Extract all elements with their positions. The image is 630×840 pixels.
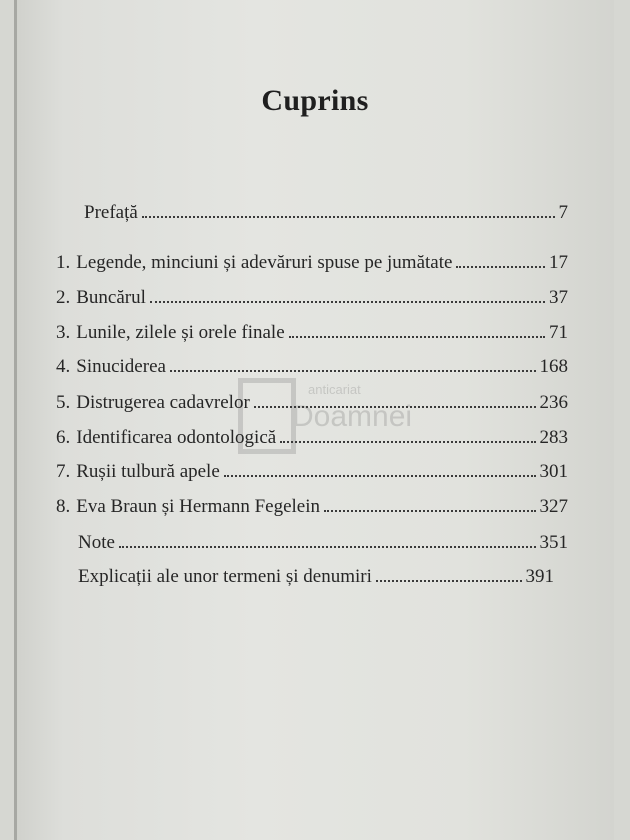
toc-entry-page: 327 bbox=[539, 496, 568, 517]
toc-entry-label: Buncărul bbox=[76, 287, 146, 308]
dot-leader bbox=[456, 266, 545, 268]
toc-entry-2 bbox=[56, 287, 568, 309]
toc-entry-number: 8. bbox=[56, 496, 71, 517]
toc-entry-page: 168 bbox=[539, 356, 568, 377]
toc-entry-page: 71 bbox=[549, 322, 568, 343]
toc-entry-number: 6. bbox=[56, 427, 71, 448]
dot-leader bbox=[254, 406, 536, 408]
toc-entry-preface bbox=[84, 202, 568, 224]
toc-entry-6 bbox=[56, 427, 568, 449]
toc-entry-page: 7 bbox=[558, 202, 568, 223]
toc-entry-glossary bbox=[78, 566, 554, 588]
toc-entry-7 bbox=[56, 461, 568, 483]
toc-entry-number: 4. bbox=[56, 356, 71, 377]
toc-entry-page: 37 bbox=[549, 287, 568, 308]
toc-entry-label: Legende, minciuni și adevăruri spuse pe jumătate bbox=[76, 252, 453, 273]
toc-entry-number: 3. bbox=[56, 322, 71, 343]
toc-entry-label: Explicații ale unor termeni și denumiri bbox=[78, 566, 372, 587]
toc-entry-4 bbox=[56, 356, 568, 378]
toc-entry-notes bbox=[78, 532, 568, 554]
toc-entry-label: Lunile, zilele și orele finale bbox=[76, 322, 285, 343]
toc-entry-page: 236 bbox=[539, 392, 568, 413]
toc-entry-number: 2. bbox=[56, 287, 71, 308]
dot-leader bbox=[289, 336, 545, 338]
toc-entry-page: 351 bbox=[539, 532, 568, 553]
dot-leader bbox=[119, 546, 536, 548]
toc-entry-1 bbox=[56, 252, 568, 274]
dot-leader bbox=[324, 510, 535, 512]
watermark-big-text: Doamnei bbox=[292, 400, 413, 433]
toc-entry-8 bbox=[56, 496, 568, 518]
toc-entry-page: 391 bbox=[525, 566, 554, 587]
toc-entry-label: Note bbox=[78, 532, 115, 553]
dot-leader bbox=[224, 475, 536, 477]
page-title: Cuprins bbox=[261, 84, 369, 117]
toc-entry-number: 5. bbox=[56, 392, 71, 413]
toc-entry-page: 283 bbox=[539, 427, 568, 448]
toc-entry-number: 1. bbox=[56, 252, 71, 273]
toc-entry-label: Eva Braun și Hermann Fegelein bbox=[76, 496, 321, 517]
watermark-small-text: anticariat bbox=[308, 382, 361, 397]
toc-entry-5 bbox=[56, 392, 568, 414]
toc-entry-label: Prefață bbox=[84, 202, 138, 223]
toc-entry-label: Identificarea odontologică bbox=[76, 427, 277, 448]
toc-entry-label: Distrugerea cadavrelor bbox=[76, 392, 250, 413]
toc-entry-page: 17 bbox=[549, 252, 568, 273]
table-of-contents bbox=[0, 198, 630, 618]
toc-entry-page: 301 bbox=[539, 461, 568, 482]
dot-leader bbox=[280, 441, 535, 443]
dot-leader bbox=[376, 580, 522, 582]
toc-entry-3 bbox=[56, 322, 568, 344]
toc-entry-label: Sinuciderea bbox=[76, 356, 166, 377]
dot-leader bbox=[170, 370, 536, 372]
toc-entry-label: Rușii tulbură apele bbox=[76, 461, 220, 482]
dot-leader bbox=[150, 301, 545, 303]
dot-leader bbox=[142, 216, 555, 218]
toc-entry-number: 7. bbox=[56, 461, 71, 482]
